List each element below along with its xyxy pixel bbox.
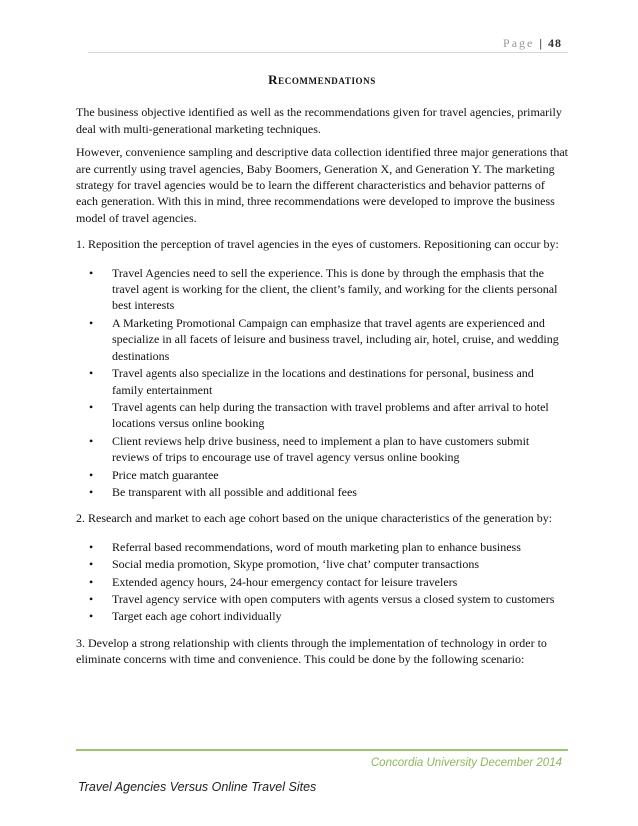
header-divider <box>88 52 568 53</box>
bullet-icon: • <box>89 265 94 280</box>
list-item-text: Travel agents also specialize in the locations and destinations for personal, business and family entertainment <box>112 366 534 397</box>
list-item <box>89 539 568 555</box>
page-separator: | <box>539 36 543 50</box>
bullet-icon: • <box>89 591 94 606</box>
recommendation-1-list <box>76 265 568 501</box>
list-item <box>89 556 568 572</box>
bullet-icon: • <box>89 539 94 554</box>
page-label: Page <box>503 36 535 50</box>
footer-university: Concordia University December 2014 <box>370 757 562 769</box>
recommendation-2-list <box>76 539 568 625</box>
bullet-icon: • <box>89 557 94 572</box>
section-title: Recommendations <box>268 72 376 87</box>
list-item <box>89 484 568 500</box>
list-item <box>89 467 568 483</box>
list-item-text: Travel agency service with open computers with agents versus a closed system to customers <box>112 591 555 606</box>
list-item-text: Social media promotion, Skype promotion, ‘live chat’ computer transactions <box>112 557 480 572</box>
list-item-text: Be transparent with all possible and additional fees <box>112 484 357 499</box>
page-number-header <box>503 36 562 51</box>
recommendation-3-heading: 3. Develop a strong relationship with clients through the implementation of technology in order to eliminate concerns with time and convenience. This could be done by the following scenario: <box>76 635 547 667</box>
list-item <box>89 265 568 314</box>
footer-divider <box>76 749 568 751</box>
recommendation-2-heading: 2. Research and market to each age cohort based on the unique characteristics of the generation by: <box>76 511 553 526</box>
bullet-icon: • <box>89 315 94 330</box>
list-item <box>89 574 568 590</box>
bullet-icon: • <box>89 467 94 482</box>
list-item-text: A Marketing Promotional Campaign can emphasize that travel agents are experienced and specialize in all facets of leisure and business travel, including air, hotel, cruise, and wedding destinations <box>112 315 559 363</box>
recommendation-1-heading: 1. Reposition the perception of travel agencies in the eyes of customers. Repositioning can occur by: <box>76 237 559 252</box>
page-body <box>76 70 568 680</box>
list-item-text: Client reviews help drive business, need to implement a plan to have customers submit reviews of trips to encourage use of travel agency versus online booking <box>112 433 530 465</box>
list-item-text: Target each age cohort individually <box>112 609 282 624</box>
list-item <box>89 399 568 432</box>
list-item-text: Travel agents can help during the transaction with travel problems and after arrival to hotel locations versus online booking <box>112 399 549 431</box>
bullet-icon: • <box>89 399 94 414</box>
list-item <box>89 608 568 624</box>
list-item-text: Price match guarantee <box>112 467 219 482</box>
bullet-icon: • <box>89 609 94 624</box>
bullet-icon: • <box>89 574 94 589</box>
intro-paragraph-2: However, convenience sampling and descriptive data collection identified three major generations that are currently using travel agencies, Baby Boomers, Generation X, and Generation Y. The marketing strategy for travel agencies would be to learn the different characteristics and behavior patterns of each generation. With this in mind, three recommendations were developed to improve the business model of travel agencies. <box>76 145 568 225</box>
footer-document-title: Travel Agencies Versus Online Travel Sites <box>78 780 317 794</box>
list-item-text: Travel Agencies need to sell the experience. This is done by through the emphasis that the travel agent is working for the client, the client’s family, and working for the clients personal best interests <box>112 265 558 313</box>
page-number: 48 <box>548 36 562 50</box>
list-item <box>89 315 568 364</box>
list-item <box>89 365 568 398</box>
intro-paragraph-1: The business objective identified as well as the recommendations given for travel agencies, primarily deal with multi-generational marketing techniques. <box>76 105 562 136</box>
list-item <box>89 591 568 607</box>
list-item <box>89 433 568 466</box>
bullet-icon: • <box>89 433 94 448</box>
list-item-text: Extended agency hours, 24-hour emergency contact for leisure travelers <box>112 574 458 589</box>
list-item-text: Referral based recommendations, word of mouth marketing plan to enhance business <box>112 539 521 554</box>
bullet-icon: • <box>89 484 94 499</box>
bullet-icon: • <box>89 366 94 381</box>
